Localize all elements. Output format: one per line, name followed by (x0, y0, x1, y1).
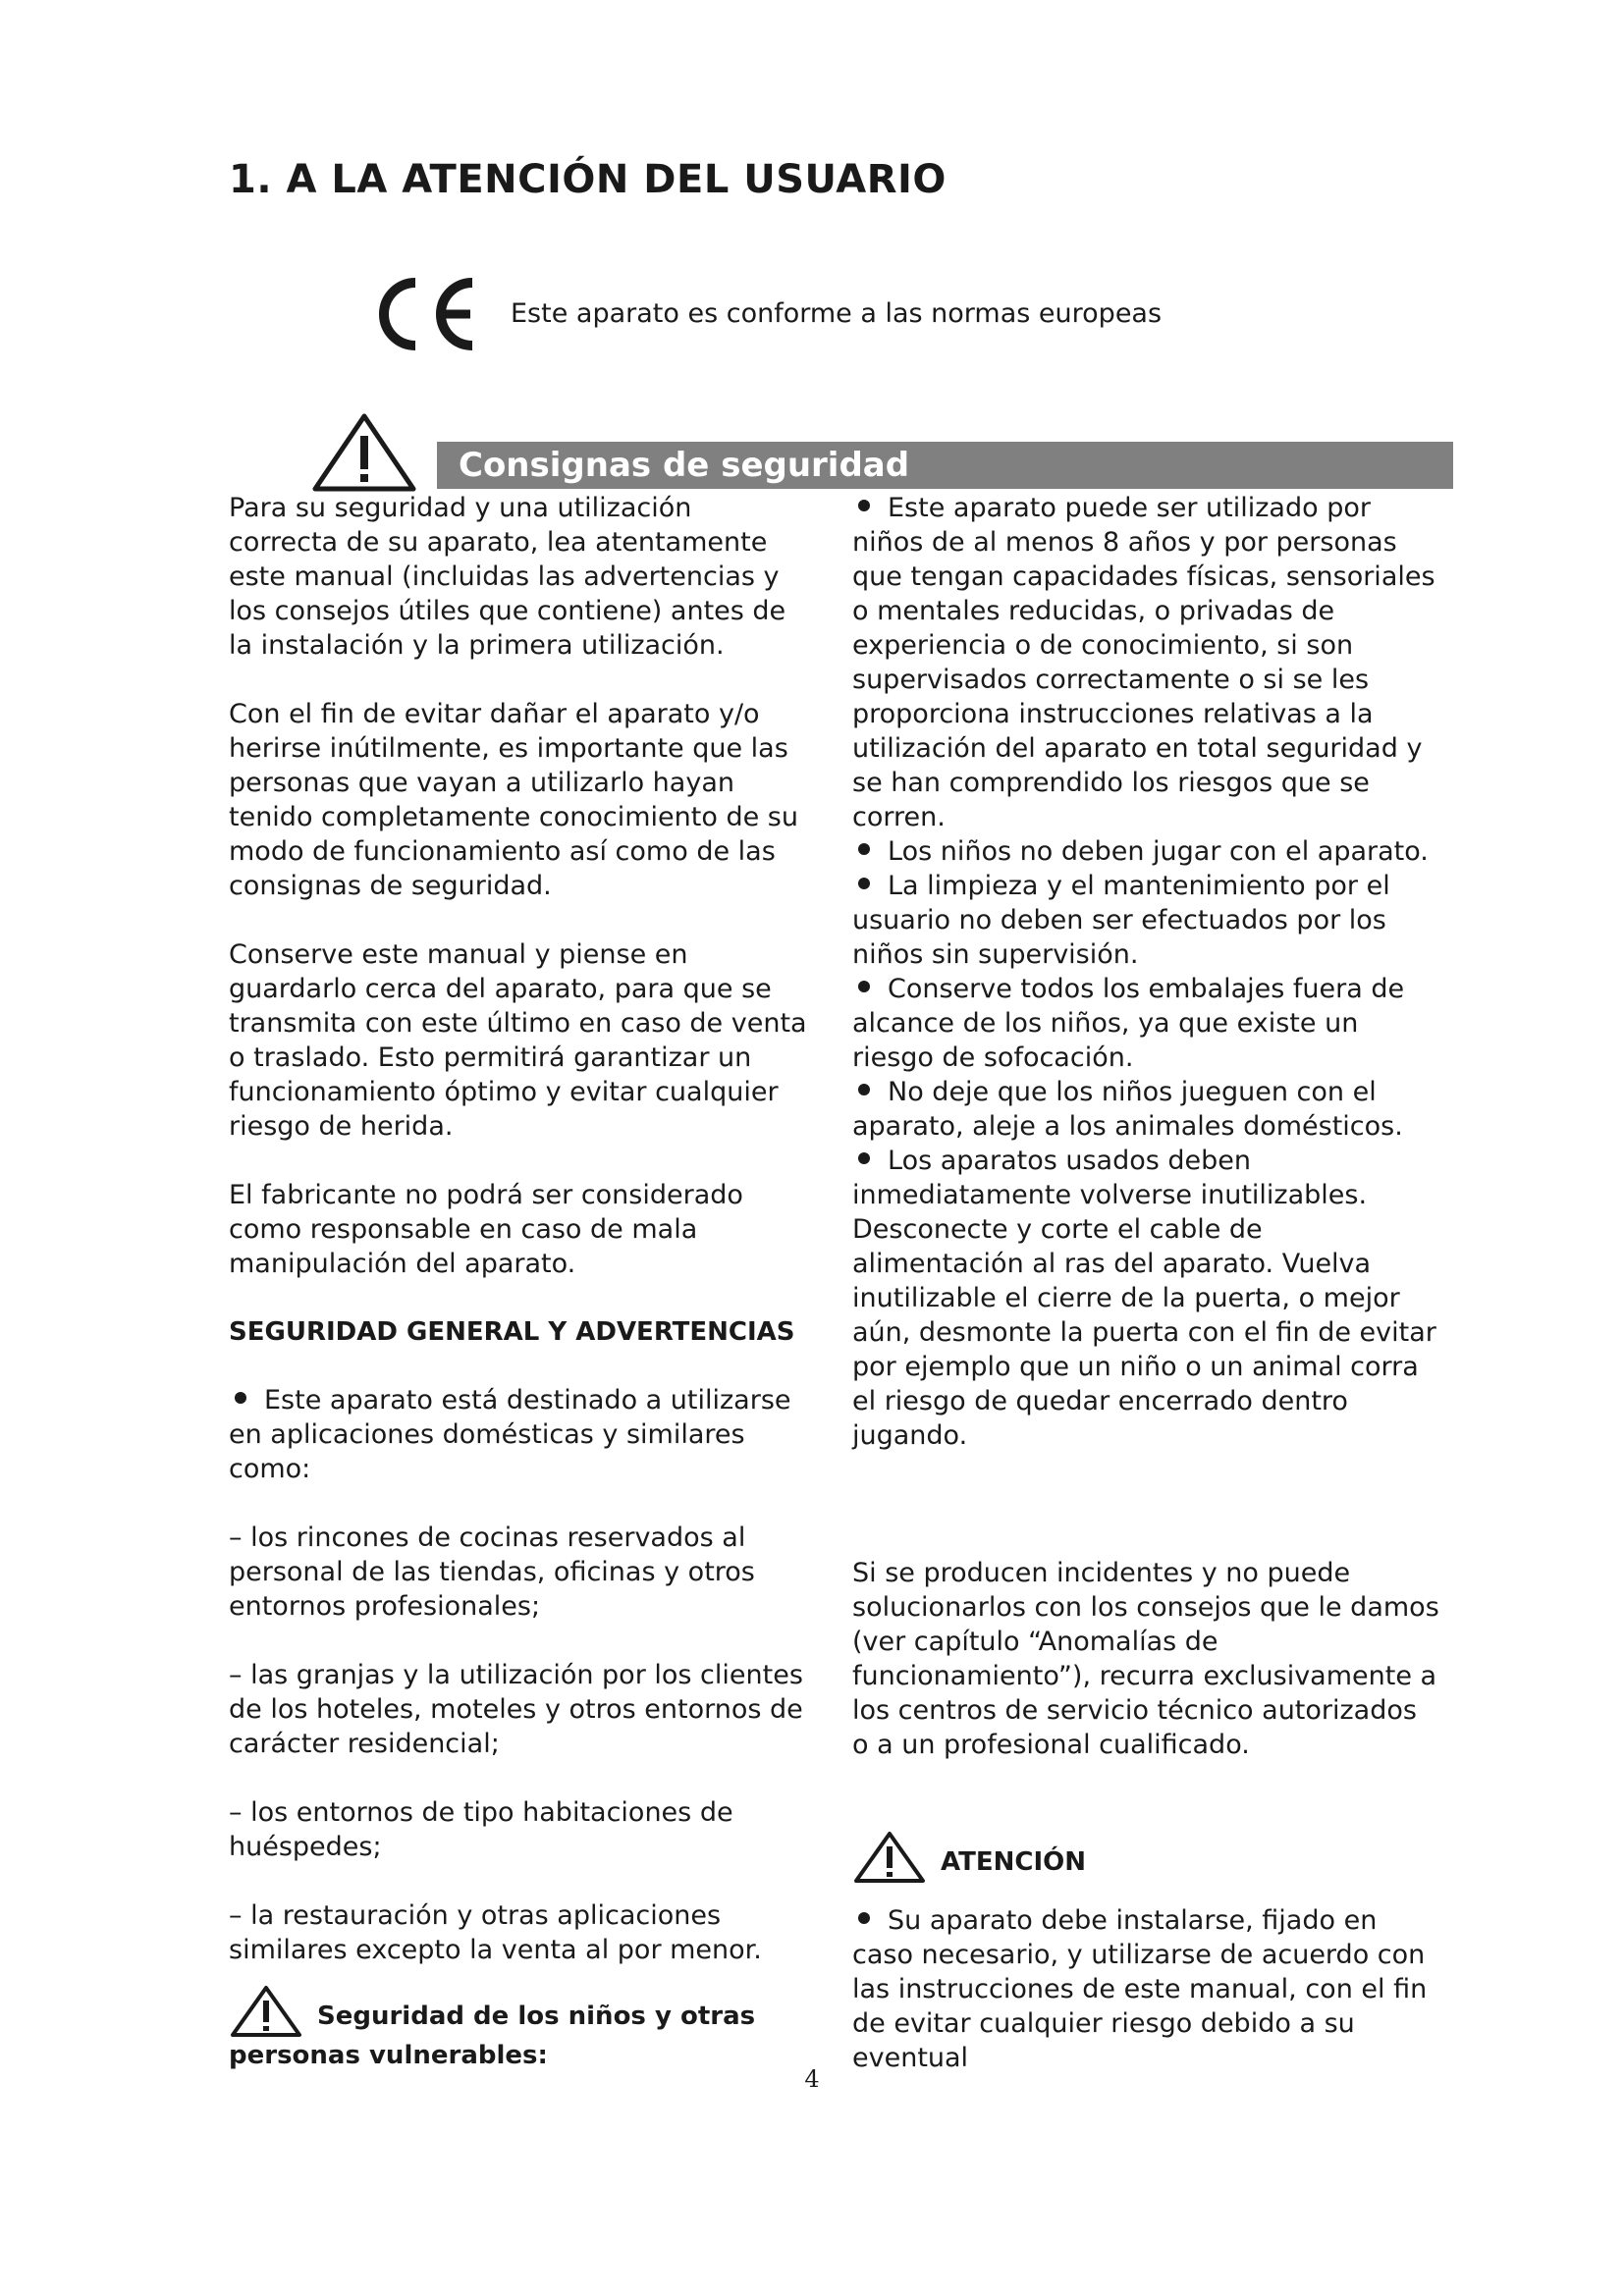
attention-heading: ATENCIÓN (852, 1831, 1441, 1884)
warning-triangle-icon (852, 1831, 927, 1884)
warning-triangle-icon (309, 412, 419, 493)
intro-paragraph: Conserve este manual y piense en guardarlo cerca del aparato, para que se transmita con este último en caso de venta o traslado. Esto permitirá garantizar un funcionamiento óptimo y evitar cualquier riesgo de herida. (229, 939, 807, 1142)
incidents-paragraph: Si se producen incidentes y no puede solucionarlos con los consejos que le damos (ver capítulo “Anomalías de funcionamiento”), recurra exclusivamente a los centros de servicio técnico autorizados o a un profesional cualificado. (852, 1558, 1439, 1760)
intro-paragraph: Para su seguridad y una utilización correcta de su aparato, lea atentamente este manual (incluidas las advertencias y los consejos útiles que contiene) antes de la instalación y la primera utilización. (229, 493, 786, 661)
safety-header (309, 412, 1453, 493)
intro-paragraph: El fabricante no podrá ser considerado como responsable en caso de mala manipulación del aparato. (229, 1180, 743, 1279)
ce-conformity-text: Este aparato es conforme a las normas europeas (511, 298, 1163, 329)
list-item: Conserve todos los embalajes fuera de alcance de los niños, ya que existe un riesgo de sofocación. (852, 974, 1405, 1073)
list-item: Los niños no deben jugar con el aparato. (852, 834, 1441, 869)
list-item: La limpieza y el mantenimiento por el usuario no deben ser efectuados por los niños sin supervisión. (852, 871, 1390, 970)
children-safety-heading: Seguridad de los niños y otras personas vulnerables: (229, 1985, 808, 2073)
bullet-icon (858, 843, 870, 855)
bullet-icon (858, 1912, 870, 1924)
warning-triangle-icon (229, 1985, 303, 2038)
right-column (852, 491, 1441, 2075)
safety-banner (437, 442, 1453, 489)
page-number: 4 (804, 2065, 820, 2093)
list-item: – la restauración y otras aplicaciones similares excepto la venta al por menor. (229, 1900, 762, 1965)
page-title: 1. A LA ATENCIÓN DEL USUARIO (229, 157, 947, 202)
bullet-icon (858, 981, 870, 992)
bullet-icon (858, 500, 870, 511)
safety-banner-title: Consignas de seguridad (459, 446, 910, 485)
ce-conformity-row (368, 275, 1252, 353)
list-item: No deje que los niños jueguen con el aparato, aleje a los animales domésticos. (852, 1077, 1403, 1142)
bullet-icon (858, 1084, 870, 1095)
intro-paragraph: Con el fin de evitar dañar el aparato y/o herirse inútilmente, es importante que las personas que vayan a utilizarlo hayan tenido completamente conocimiento de su modo de funcionamiento así como de las consignas de seguridad. (229, 699, 798, 901)
bullet-icon (858, 878, 870, 889)
list-item: – los rincones de cocinas reservados al personal de las tiendas, oficinas y otros entornos profesionales; (229, 1522, 755, 1622)
list-item: – los entornos de tipo habitaciones de huéspedes; (229, 1797, 733, 1862)
ce-mark-icon (368, 275, 478, 353)
list-item: Los aparatos usados deben inmediatamente volverse inutilizables. Desconecte y corte el cable de alimentación al ras del aparato. Vuelva inutilizable el cierre de la puerta, o mejor aún, desmonte la puerta con el fin de evitar por ejemplo que un niño o un animal corra el riesgo de quedar encerrado dentro jugando. (852, 1146, 1436, 1451)
list-item: – las granjas y la utilización por los clientes de los hoteles, moteles y otros entornos de carácter residencial; (229, 1660, 803, 1759)
bullet-icon (858, 1152, 870, 1164)
list-item: Este aparato puede ser utilizado por niños de al menos 8 años y por personas que tengan capacidades físicas, sensoriales o mentales reducidas, o privadas de experiencia o de conocimiento, si son supervisados correctamente o si se les proporciona instrucciones relativas a la utilización del aparato en total seguridad y se han comprendido los riesgos que se corren. (852, 493, 1435, 832)
list-item: Este aparato está destinado a utilizarse en aplicaciones domésticas y similares como: (229, 1385, 791, 1484)
bullet-icon (235, 1392, 246, 1404)
list-item: Su aparato debe instalarse, fijado en caso necesario, y utilizarse de acuerdo con las instrucciones de este manual, con el fin de evitar cualquier riesgo debido a su eventual (852, 1905, 1428, 2073)
general-safety-heading: SEGURIDAD GENERAL Y ADVERTENCIAS (229, 1317, 795, 1347)
left-column (229, 491, 808, 2073)
